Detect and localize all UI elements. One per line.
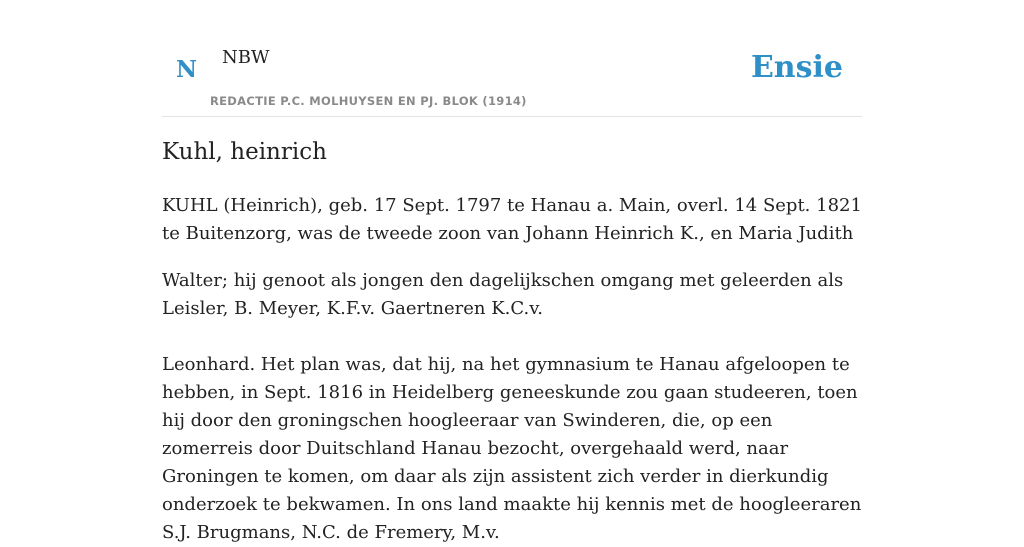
article-title: Kuhl, heinrich [162, 139, 327, 165]
source-logo[interactable]: N [176, 56, 198, 83]
article-paragraph: Walter; hij genoot als jongen den dagelijkschen omgang met geleerden als Leisler, B. Meyer, K.F.v. Gaertneren K.C.v. [162, 270, 844, 319]
article-paragraph: KUHL (Heinrich), geb. 17 Sept. 1797 te Hanau a. Main, overl. 14 Sept. 1821 te Buitenzorg, was de tweede zoon van Johann Heinrich K., en Maria Judith [162, 195, 862, 244]
ensie-logo[interactable]: Ensie [750, 50, 843, 85]
source-name[interactable]: NBW [222, 47, 270, 68]
source-header [162, 0, 862, 117]
article-paragraph: Leonhard. Het plan was, dat hij, na het gymnasium te Hanau afgeloopen te hebben, in Sept. 1816 in Heidelberg geneeskunde zou gaan studeeren, toen hij door den groningschen hoogleeraar van Swinderen, die, op een zomerreis door Duitschland Hanau bezocht, overgehaald werd, naar Groningen te komen, om daar als zijn assistent zich verder in dierkundig onderzoek te bekwamen. In ons land maakte hij kennis met de hoogleeraren S.J. Brugmans, N.C. de Fremery, M.v. [162, 354, 862, 543]
source-subtitle: REDACTIE P.C. MOLHUYSEN EN PJ. BLOK (1914) [210, 94, 527, 108]
